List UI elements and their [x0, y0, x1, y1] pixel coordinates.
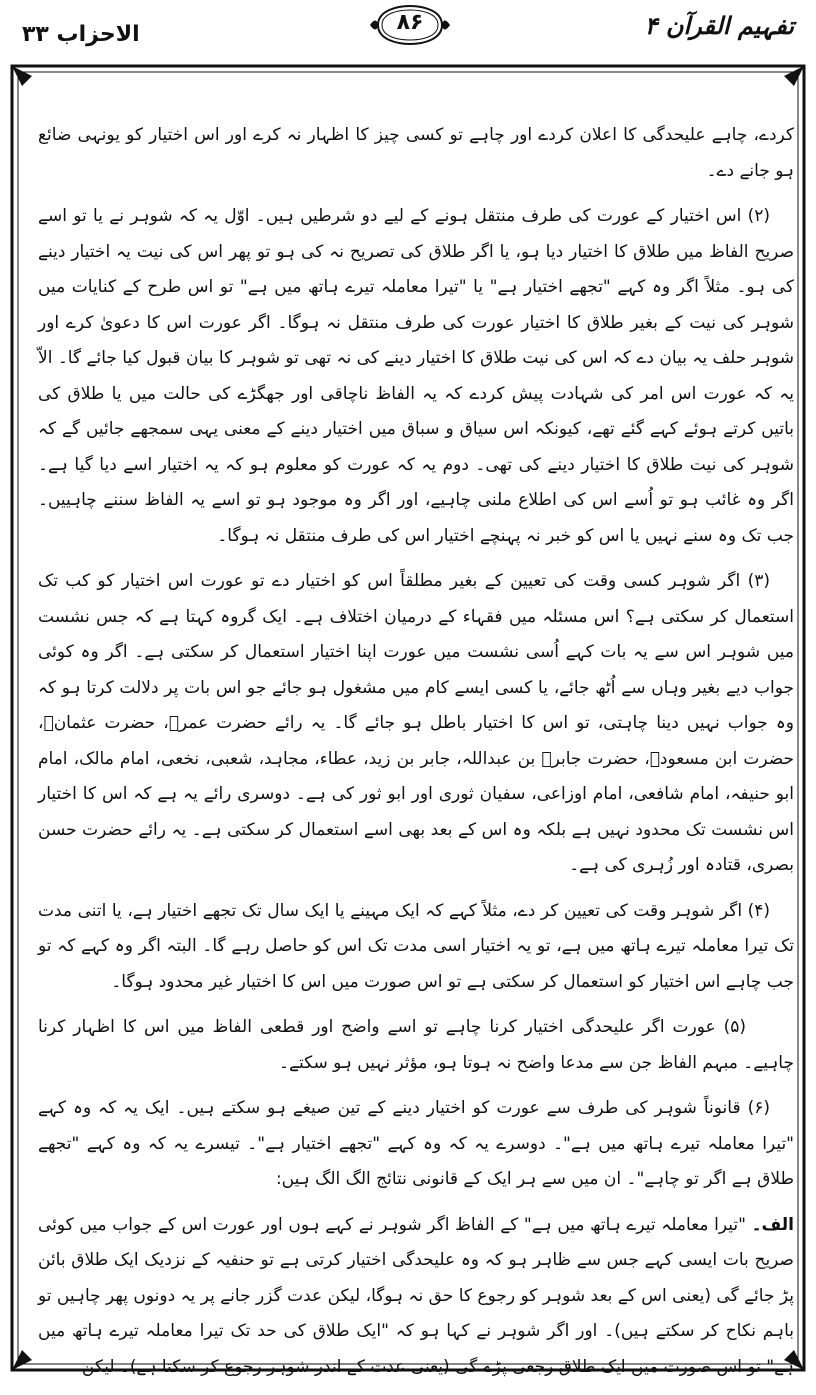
page-header [0, 0, 816, 58]
paragraph-1: کردے، چاہے علیحدگی کا اعلان کردے اور چاہے تو کسی چیز کا اظہار نہ کرے اور اس اختیار کو یونہی ضائع ہو جانے دے۔ [38, 125, 794, 181]
page-number: ۸۶ [396, 10, 424, 35]
surah-header: الاحزاب ۳۳ [22, 22, 140, 47]
page-frame [8, 62, 808, 1377]
paragraph-7 [38, 1208, 794, 1386]
page-body [38, 118, 794, 1395]
paragraph-lead: الف۔ [751, 1214, 794, 1235]
book-title-header: تفہیم القرآن ۴ [644, 12, 794, 40]
paragraph-3: (۳) اگر شوہر کسی وقت کی تعیین کے بغیر مطلقاً اس کو اختیار دے تو عورت اس اختیار کو کب تک استعمال کر سکتی ہے؟ اس مسئلہ میں فقہاء کے درمیان اختلاف ہے۔ ایک گروہ کہتا ہے کہ جس نشست میں شوہر اس سے یہ بات کہے اُسی نشست میں عورت اپنا اختیار استعمال کر سکتی ہے۔ اگر وہ کوئی جواب دیے بغیر وہاں سے اُٹھ جائے، یا کسی ایسے کام میں مشغول ہو جائے جو اس بات پر دلالت کرتا ہو کہ وہ جواب نہیں دینا چاہتی، تو اس کا اختیار باطل ہو جائے گا۔ یہ رائے حضرت عمرؓ، حضرت عثمانؓ، حضرت ابن مسعودؓ، حضرت جابرؓ بن عبداللہ، جابر بن زید، عطاء، مجاہد، شعبی، نخعی، امام مالک، امام ابو حنیفہ، امام شافعی، امام اوزاعی، سفیان ثوری اور ابو ثور کی ہے۔ دوسری رائے یہ ہے کہ اس کا اختیار اس نشست تک محدود نہیں ہے بلکہ وہ اس کے بعد بھی اسے استعمال کر سکتی ہے۔ یہ رائے حضرت حسن بصری، قتادہ اور زُہری کی ہے۔ [38, 571, 794, 875]
paragraph-5: (۵) عورت اگر علیحدگی اختیار کرنا چاہے تو اسے واضح اور قطعی الفاظ میں اس کا اظہار کرنا چاہیے۔ مبہم الفاظ جن سے مدعا واضح نہ ہوتا ہو، مؤثر نہیں ہو سکتے۔ [38, 1017, 794, 1073]
paragraph-7-text: "تیرا معاملہ تیرے ہاتھ میں ہے" کے الفاظ اگر شوہر نے کہے ہوں اور عورت اس کے جواب میں کوئی صریح بات ایسی کہے جس سے ظاہر ہو کہ وہ علیحدگی اختیار کرتی ہے تو حنفیہ کے نزدیک ایک طلاق بائن پڑ جائے گی (یعنی اس کے بعد شوہر کو رجوع کا حق نہ ہوگا، لیکن عدت گزر جانے پر یہ دونوں پھر چاہیں تو باہم نکاح کر سکتے ہیں)۔ اور اگر شوہر نے کہا ہو کہ "ایک طلاق کی حد تک تیرا معاملہ تیرے ہاتھ میں ہے" تو اس صورت میں ایک طلاق رجعی پڑے گی (یعنی عدت کے اندر شوہر رجوع کر سکتا ہے)۔ لیکن [38, 1214, 794, 1377]
page-number-badge [368, 2, 452, 48]
paragraph-4: (۴) اگر شوہر وقت کی تعیین کر دے، مثلاً کہے کہ ایک مہینے یا ایک سال تک تجھے اختیار ہے، یا اتنی مدت تک تیرا معاملہ تیرے ہاتھ میں ہے، تو یہ اختیار اسی مدت تک اس کو حاصل رہے گا۔ البتہ اگر وہ کہے کہ تو جب چاہے اس اختیار کو استعمال کر سکتی ہے تو اس صورت میں اس کا اختیار غیر محدود ہوگا۔ [38, 900, 794, 992]
paragraph-2: (۲) اس اختیار کے عورت کی طرف منتقل ہونے کے لیے دو شرطیں ہیں۔ اوّل یہ کہ شوہر نے یا تو اسے صریح الفاظ میں طلاق کا اختیار دیا ہو، یا اگر طلاق کی تصریح نہ کی ہو تو پھر اس کی نیت یہ اختیار دینے کی ہو۔ مثلاً اگر وہ کہے "تجھے اختیار ہے" یا "تیرا معاملہ تیرے ہاتھ میں ہے" تو اس طرح کے کنایات میں شوہر کی نیت کے بغیر طلاق کا اختیار عورت کی طرف منتقل نہ ہوگا۔ اگر عورت اس کا دعویٰ کرے اور شوہر حلف یہ بیان دے کہ اس کی نیت طلاق کا اختیار دینے کی نہ تھی تو شوہر کا بیان قبول کیا جائے گا۔ الاّ یہ کہ عورت اس امر کی شہادت پیش کردے کہ یہ الفاظ ناچاقی اور جھگڑے کی حالت میں یا طلاق کی باتیں کرتے ہوئے کہے گئے تھے، کیونکہ اس سیاق و سباق میں اختیار دینے کے معنی یہی سمجھے جائیں گے کہ شوہر کی نیت طلاق کا اختیار دینے کی تھی۔ دوم یہ کہ عورت کو معلوم ہو کہ یہ اختیار اسے دیا گیا ہے۔ اگر وہ غائب ہو تو اُسے اس کی اطلاع ملنی چاہیے، اور اگر وہ موجود ہو تو اسے یہ الفاظ سننے چاہییں۔ جب تک وہ سنے نہیں یا اس کو خبر نہ پہنچے اختیار اس کی طرف منتقل نہ ہوگا۔ [38, 206, 794, 546]
paragraph-6: (۶) قانوناً شوہر کی طرف سے عورت کو اختیار دینے کے تین صیغے ہو سکتے ہیں۔ ایک یہ کہ وہ کہے "تیرا معاملہ تیرے ہاتھ میں ہے"۔ دوسرے یہ کہ وہ کہے "تجھے اختیار ہے"۔ تیسرے یہ کہ وہ کہے "تجھے طلاق ہے اگر تو چاہے"۔ ان میں سے ہر ایک کے قانونی نتائج الگ الگ ہیں: [38, 1098, 794, 1189]
